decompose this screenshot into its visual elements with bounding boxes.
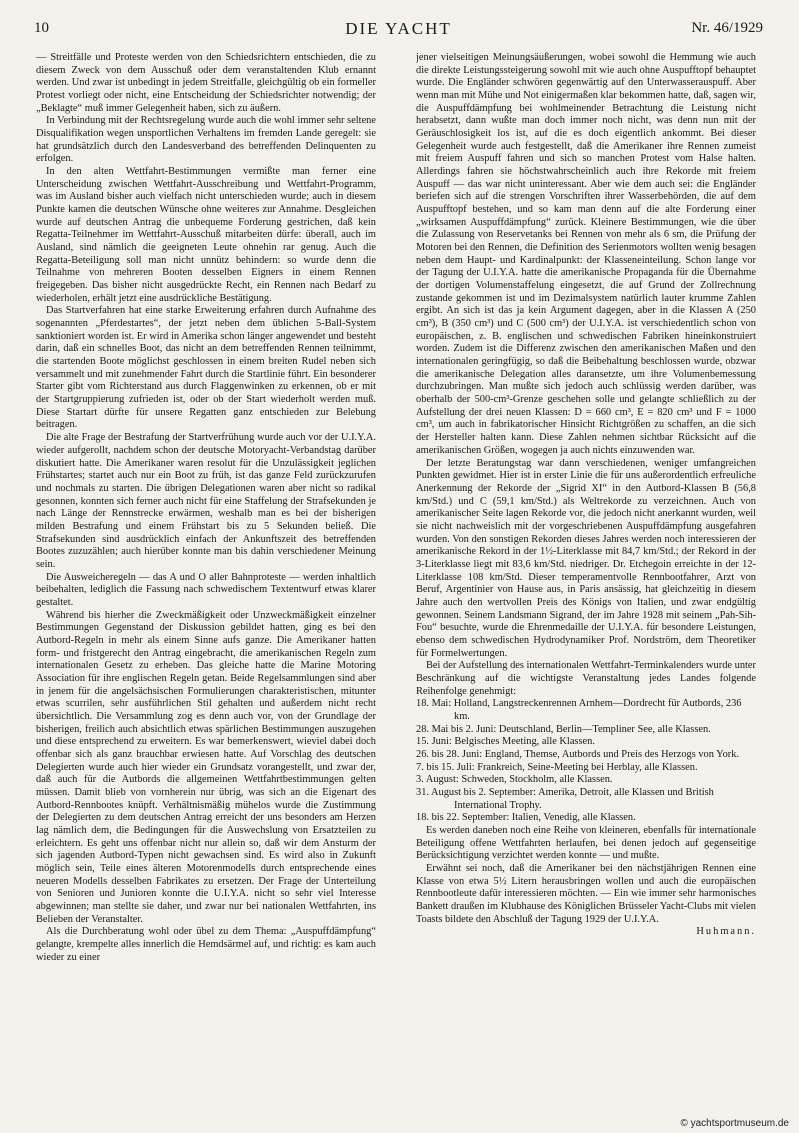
paragraph: Die alte Frage der Bestrafung der Startverfrühung wurde auch vor der U.I.Y.A. wieder aufgerollt, nachdem schon der deutsche Motoryacht-Verbandstag darüber diskutiert hatte. Die Amerikaner waren resolut für die Unzulässigkeit jeglichen Frühstartes; startet auch nur ein Boot zu früh, ist das ganze Feld zurückzurufen und nochmals zu starten. Die übrigen Delegationen waren aber nicht so radikal gesonnen, konnten sich ferner auch nicht für eine Staffelung der Strafsekunden je nach Länge der Rennstrecke erwärmen, weshalb man es bei der bisherigen milden Bestrafung und einem Frühstart bis zu 5 Sekunden beließ. Die Strafsekunden sind ausdrücklich einfach der Ankunftszeit des betreffenden Bootes zuzuzählen; auch hierüber konnte man bis dahin verschiedener Meinung sein. <box>36 432 376 570</box>
magazine-title: DIE YACHT <box>345 19 452 38</box>
calendar-entry: 26. bis 28. Juni: England, Themse, Autbords und Preis des Herzogs von York. <box>416 748 740 760</box>
paragraph: In Verbindung mit der Rechtsregelung wurde auch die wohl immer sehr seltene Disqualifikation wegen unsportlichen Verhaltens im fremden Lande geregelt: sie hat grundsätzlich durch den Landesverband des betreffenden Delinquenten zu erfolgen. <box>36 115 376 165</box>
calendar-entry: 31. August bis 2. September: Amerika, Detroit, alle Klassen und British International Trophy. <box>416 786 714 811</box>
calendar-entry: 3. August: Schweden, Stockholm, alle Klassen. <box>416 774 613 786</box>
watermark: © yachtsportmuseum.de <box>680 1118 789 1129</box>
calendar-entry: 18. bis 22. September: Italien, Venedig, alle Klassen. <box>416 812 636 824</box>
page-header <box>34 20 763 42</box>
paragraph: Der letzte Beratungstag war dann verschiedenen, weniger umfangreichen Punkten gewidmet. Hier ist in erster Linie die für uns außerordentlich erfreuliche Anerkennung der Rekorde der „Sigrid XI“ in den Autbord-Klassen B (56,8 km/Std.) und C (59,1 km/Std.) als Weltrekorde zu verzeichnen. Auch von amerikanischer Seite lagen Rekorde vor, die jedoch nicht anerkannt wurden, weil sie nicht nachweislich mit der vorgeschriebenen Auspuffdämpfung ausgefahren wurden. Von den sonstigen Rekorden dieses Jahres werden noch interessieren der amerikanische Rekord in der 1½-Literklasse mit 84,7 km/Std.; der Rekord in der 3-Literklasse liegt mit 83,6 km/Std. niedriger. Dr. Etchegoin erreichte in der 12-Literklasse 108 km/Std. Dieser temperamentvolle Rennbootfahrer, Arzt von Beruf, Argentinier von Hause aus, in Paris ansässig, hat gleichzeitig in diesem Jahre auch den wertvollen Preis des Königs von Italien, und zwar endgültig gewonnen. Seinem Landsmann Sigrand, der im Jahre 1928 mit seinem „Pah-Sih-Fou“ besuchte, wurde die Ehrenmedaille der U.I.Y.A. für besondere Leistungen, ebenso dem schwedischen Hydrodynamiker Prof. Nordström, dem Theoretiker für Formelwertungen. <box>416 457 756 659</box>
paragraph: Es werden daneben noch eine Reihe von kleineren, ebenfalls für internationale Beteiligung offene Wettfahrten herlaufen, bei denen jedoch auf gegenseitige Berücksichtigung verzichtet werden konnte — und mußte. <box>416 824 756 862</box>
page-number: 10 <box>34 20 49 36</box>
paragraph: — Streitfälle und Proteste werden von den Schiedsrichtern entschieden, die zu diesem Zweck von dem Ausschuß oder dem veranstaltenden Klub ernannt werden. Und zwar ist unbedingt in jedem Streitfalle, gleichgültig ob ein formeller Protest vorliegt oder nicht, eine Entscheidung der Schiedsrichter notwendig; der „Beklagte“ muß immer Gelegenheit haben, sich zu äußern. <box>36 52 376 114</box>
race-calendar <box>416 698 756 825</box>
author-signature: Huhmann. <box>696 926 756 938</box>
calendar-entry: 28. Mai bis 2. Juni: Deutschland, Berlin—Templiner See, alle Klassen. <box>416 723 711 735</box>
left-column <box>36 52 376 1097</box>
paragraph: jener vielseitigen Meinungsäußerungen, wobei sowohl die Hemmung wie auch die direkte Leistungssteigerung sowohl mit wie auch ohne Auspufftopf behauptet wurde. Die Engländer schwören gegenwärtig auf den Unterwasserauspuff. Aber wenn man mit Mühe und Not einigermaßen klar bekommen hatte, daß, sagen wir, die Auspuffdämpfung bei wohlmeinender Betrachtung die Leistung nicht herabsetzt, dann wußte man doch immer noch nicht, was denn nun mit der Geräuschlosigkeit los ist, auf die es doch eigentlich ankommt. Bei dieser Gelegenheit wurde auch festgestellt, daß die Amerikaner ihre Rennen zumeist mit freiem Auspuff fahren und sich so manchen Protest vom Halse halten. Allerdings fahren sie höchstwahrscheinlich auch ihre Rekorde mit freiem Auspuff — das war nicht uninteressant. Aber wie dem auch sei: die Engländer beriefen sich auf die strengen Vorschriften ihrer Wasserbehörden, die auf dem Auspufftopf bestehen, und so kam man denn auf die alte Forderung einer „wirksamen Auspuffdämpfung“ zurück. Kleinere Bestimmungen, wie die über die Zulassung von Reservetanks bei Rennen von mehr als 6 sm, die Prüfung der Motoren bei den Rennen, die Definition des Serienmotors wollten wenig besagen neben dem Haupt- und Kardinalpunkt: der Klasseneinteilung. Schon lange vor der Tagung der U.I.Y.A. hatte die amerikanische Propaganda für die Übernahme der dortigen Volumenstaffelung eingesetzt, die auf Grund der Zollrechnung zustande gekommen ist und im Dezimalsystem natürlich lauter krumme Zahlen ergibt. An sich ist das ja kein Argument dagegen, aber in die Klassen A (250 cm³), B (350 cm³) und C (500 cm³) der U.I.Y.A. ist verschiedentlich schon von europäischen, z. B. englischen und schwedischen Fabriken hineinkonstruiert worden. Zudem ist die Differenz zwischen den amerikanischen Maßen und den internationalen geringfügig, so daß die Beibehaltung beschlossen wurde, obzwar die amerikanische Delegation alles daransetzte, um ihre Volumenbemessung durchzubringen. Man mußte sich jedoch auch schlüssig werden darüber, was oberhalb der 500-cm³-Grenze geschehen solle und gelangte schließlich zu der Aufstellung der drei neuen Klassen: D = 660 cm³, E = 820 cm³ und F = 1000 cm³, um auch in fabrikatorischer Hinsicht Richtgrößen zu schaffen, an die sich der Hersteller halten kann. Diese Zahlen nehmen sichtbar Rücksicht auf die amerikanischen Größen, wogegen ja auch nichts einzuwenden war. <box>416 52 756 456</box>
calendar-entry: 18. Mai: Holland, Langstreckenrennen Arnhem—Dordrecht für Autbords, 236 km. <box>416 698 742 722</box>
paragraph: Als die Durchberatung wohl oder übel zu dem Thema: „Auspuffdämpfung“ gelangte, krempelte alles innerlich die Hemdsärmel auf, und richtig: es kam auch wieder zu einer <box>36 926 376 963</box>
paragraph: Die Ausweicheregeln — das A und O aller Bahnproteste — werden inhaltlich beibehalten, lediglich die Fassung nach schwedischem Textentwurf etwas klarer gestaltet. <box>36 571 376 608</box>
paragraph: Während bis hierher die Zweckmäßigkeit oder Unzweckmäßigkeit einzelner Bestimmungen Gegenstand der Diskussion gebildet hatten, ging es bei den Autbord-Regeln in mehr als einem Sinne aufs ganze. Die Amerikaner hatten form- und fristgerecht den Antrag eingebracht, die amerikanischen Regeln zum internationalen Gesetz zu erheben. Das gleiche hatte die Marine Motoring Association für ihre englischen Regeln getan. Beide Regelsammlungen sind aber in jenem für die angelsächsischen Formulierungen charakteristischen, mitunter etwas scurrilen, sehr ausführlichen Stil gehalten und außerdem nicht recht übersichtlich. Die Versammlung zog es denn auch vor, von der Grundlage der bisherigen, freilich auch absichtlich etwas spärlichen Bestimmungen auszugehen und diese entsprechend zu erweitern. Es war bemerkenswert, wieviel dabei doch offenbar sich als ganz brauchbar erwiesen hatte. Auf Vorschlag des deutschen Delegierten wurde auch hier wieder ein Grundsatz vorangestellt, und zwar der, daß auch für die Autbords die allgemeinen Wettfahrtbestimmungen gelten müssen. Damit blieb von vornherein nur übrig, was sich an die Eigenart des Autbord-Rennbootes knüpft. Verhältnismäßig mühelos wurde die Zustimmung der Delegierten zu dem deutschen Antrag erreicht der uns besonders am Herzen lag nämlich dem, die Bedingungen für die Auswechslung von Ersatzteilen zu erleichtern. Es geht uns offenbar nicht nur allein so, daß wir dem Ansturm der sich jagenden Autbord-Typen nicht gewachsen sind. Es wird also in Zukunft möglich sein, Teile eines älteren Motorenmodells durch entsprechende eines neueren Modells desselben Fabrikates zu ersetzen. Der Frage der Unterteilung von Senioren und Junioren konnte die U.I.Y.A. nicht so sehr viel Interesse abgewinnen; man stellte sie daher, und zwar nur bei nationalen Wettfahrten, ins Belieben der Veranstalter. <box>36 609 376 925</box>
paragraph: In den alten Wettfahrt-Bestimmungen vermißte man ferner eine Unterscheidung zwischen Wettfahrt-Ausschreibung und Wettfahrt-Programm, was im Ausland bisher auch vielfach nicht unterschieden wurde; auch in diesem Punkte kamen die deutschen Wünsche ohne weiteres zur Annahme. Desgleichen wurde auf deutschen Antrag die unbequeme Forderung gestrichen, daß kein Regatta-Teilnehmer im Wettfahrt-Ausschuß mitarbeiten dürfe: überall, auch im Ausland, sind nämlich die geeigneten Leute ohnehin rar genug. Auch die Regatta-Beteiligung soll man nicht unnütz behindern: so wurde denn die Teilnahme von mehreren Booten desselben Eigners in einem Rennen freigegeben. Das bisher nicht ausgedrückte Recht, ein Rennen nach Bedarf zu wiederholen, erhält jetzt eine ausdrückliche Bestätigung. <box>36 166 376 304</box>
paragraph: Das Startverfahren hat eine starke Erweiterung erfahren durch Aufnahme des sogenannten „Pferdestartes“, der jetzt neben dem üblichen 5-Ball-System sanktioniert worden ist. Er wird in Amerika schon länger angewendet und besteht darin, daß ein schnelles Boot, das nicht an dem betreffenden Rennen teilnimmt, die startenden Boote möglichst geschlossen in einem breiten Rudel neben sich versammelt und mit zunehmender Fahrt durch die Startlinie führt. Ein besonderer Starter gibt vom Richterstand aus durch Flaggenwinken zu erkennen, ob er mit der Startgruppierung zufrieden ist, oder ob der Start wiederholt werden muß. Diese Startart dürfte für unsere Regatten ganz entschieden zur Belebung beitragen. <box>36 305 376 431</box>
calendar-entry: 15. Juni: Belgisches Meeting, alle Klassen. <box>416 736 595 748</box>
right-column <box>416 52 756 1097</box>
paragraph: Bei der Aufstellung des internationalen Wettfahrt-Terminkalenders wurde unter Beschränkung auf die wichtigste Veranstaltung jedes Landes folgende Reihenfolge genehmigt: <box>416 660 756 697</box>
calendar-entry: 7. bis 15. Juli: Frankreich, Seine-Meeting bei Herblay, alle Klassen. <box>416 761 698 773</box>
paragraph: Erwähnt sei noch, daß die Amerikaner bei den nächstjährigen Rennen eine Klasse von etwa 5½ Litern herausbringen wollen und auch die europäischen Rennbootleute dafür interessieren möchten. — Ein wie immer sehr harmonisches Bankett draußen im Klubhause des Königlichen Brüsseler Yacht-Clubs mit vielen Toasts bildete den Abschluß der Tagung 1929 der U.I.Y.A. <box>416 863 756 925</box>
issue-number: Nr. 46/1929 <box>691 20 763 36</box>
